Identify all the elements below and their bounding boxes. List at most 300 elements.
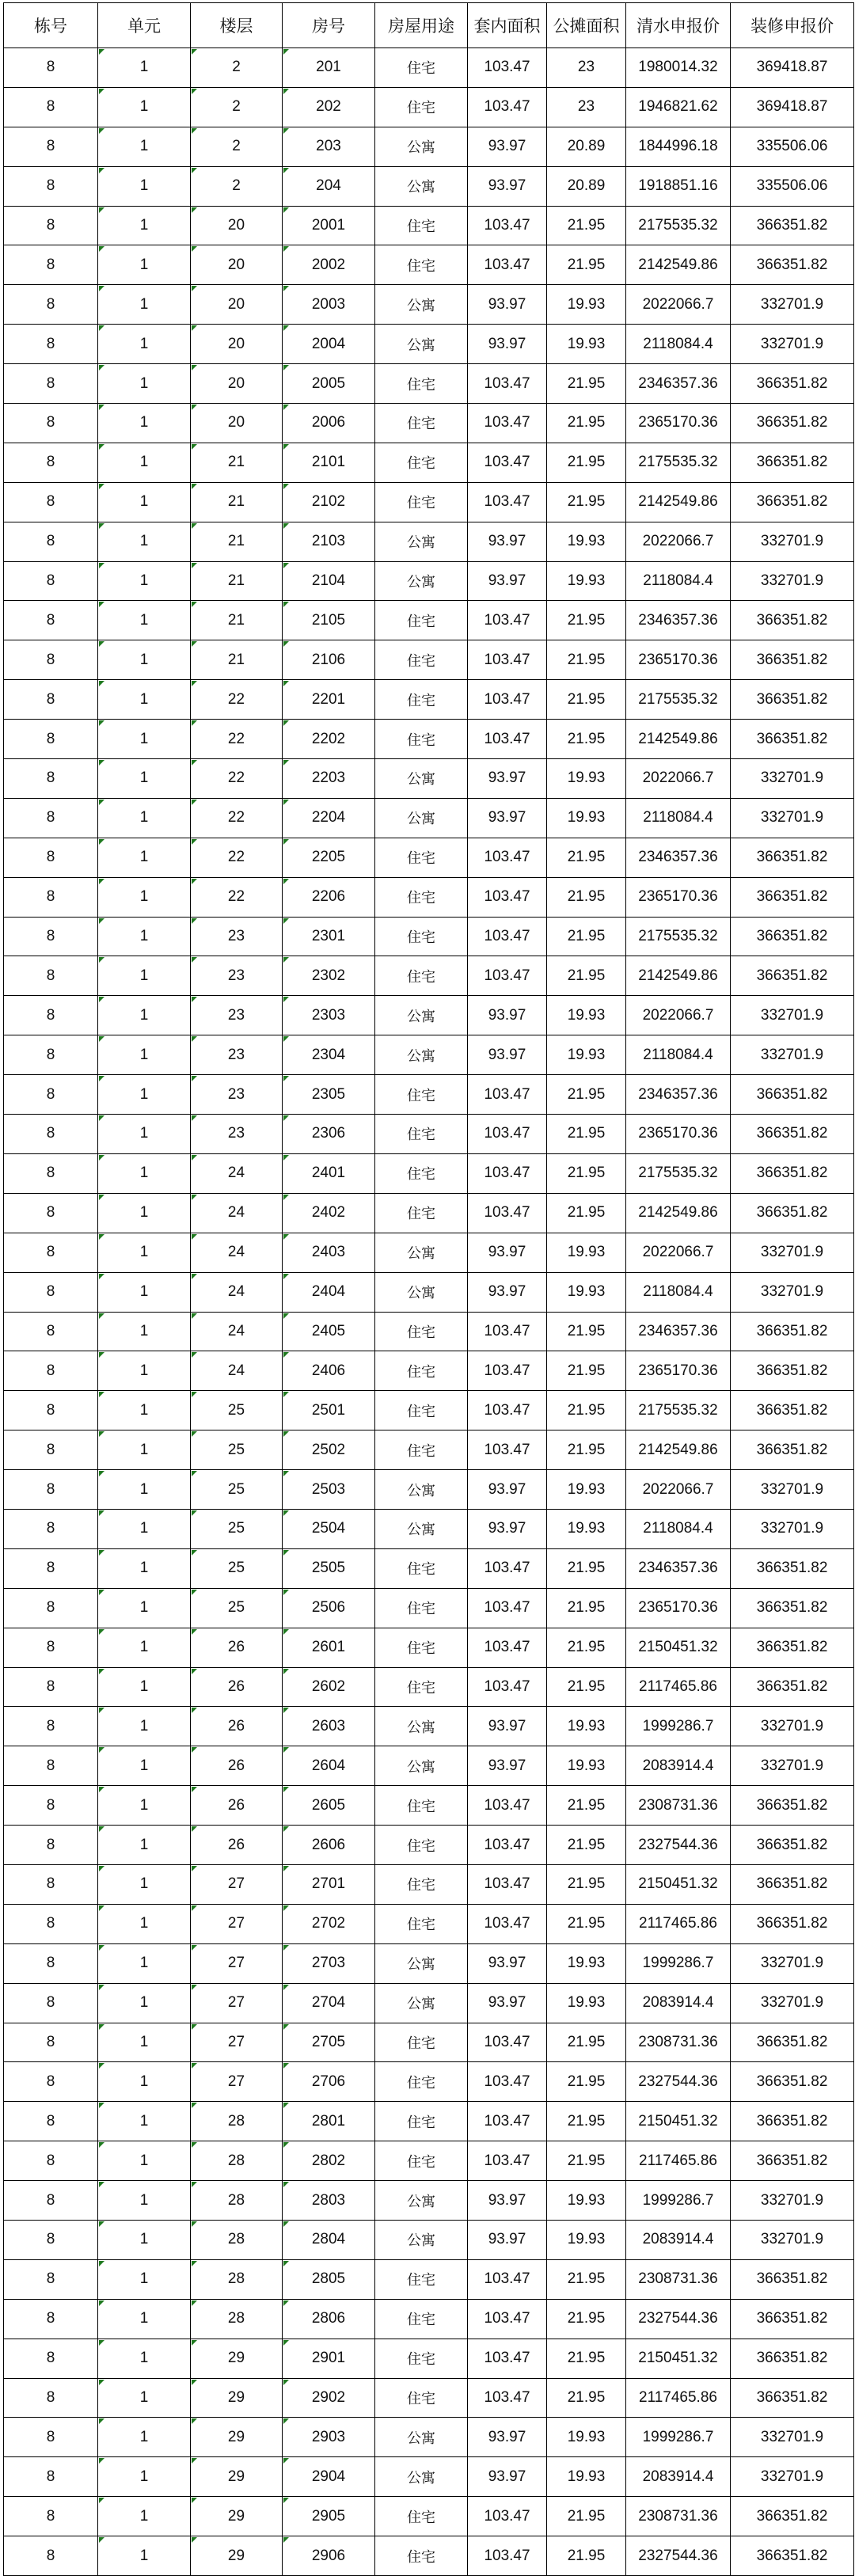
cell-inner-area: 93.97	[468, 2220, 547, 2259]
cell-room-no: 2603	[283, 1707, 375, 1746]
cell-usage: 住宅	[375, 2102, 468, 2141]
cell-shared-area: 19.93	[547, 325, 626, 364]
cell-room-no: 2406	[283, 1351, 375, 1391]
column-header-floor: 楼层	[191, 3, 283, 48]
cell-decoration-price: 335506.06	[731, 127, 854, 166]
cell-room-no: 2904	[283, 2457, 375, 2497]
cell-decoration-price: 366351.82	[731, 443, 854, 482]
cell-unit: 1	[98, 1430, 191, 1470]
cell-building-no: 8	[4, 404, 98, 443]
cell-usage: 公寓	[375, 798, 468, 838]
cell-floor: 22	[191, 759, 283, 799]
cell-unit: 1	[98, 2220, 191, 2259]
cell-shared-area: 21.95	[547, 2023, 626, 2062]
column-header-shell-price: 清水申报价	[626, 3, 731, 48]
table-row	[4, 443, 854, 482]
cell-floor: 27	[191, 1864, 283, 1904]
cell-unit: 1	[98, 2259, 191, 2299]
cell-inner-area: 93.97	[468, 1943, 547, 1983]
cell-floor: 28	[191, 2102, 283, 2141]
cell-room-no: 2802	[283, 2141, 375, 2181]
cell-floor: 26	[191, 1707, 283, 1746]
cell-unit: 1	[98, 680, 191, 720]
cell-shared-area: 21.95	[547, 404, 626, 443]
cell-floor: 27	[191, 1904, 283, 1943]
cell-unit: 1	[98, 2339, 191, 2378]
cell-inner-area: 103.47	[468, 720, 547, 759]
cell-usage: 住宅	[375, 917, 468, 956]
table-row	[4, 1312, 854, 1351]
cell-usage: 住宅	[375, 1153, 468, 1193]
cell-floor: 23	[191, 917, 283, 956]
cell-room-no: 203	[283, 127, 375, 166]
cell-usage: 住宅	[375, 720, 468, 759]
cell-unit: 1	[98, 838, 191, 877]
cell-inner-area: 103.47	[468, 1786, 547, 1826]
cell-inner-area: 93.97	[468, 996, 547, 1035]
cell-shared-area: 21.95	[547, 2062, 626, 2102]
cell-building-no: 8	[4, 2418, 98, 2457]
cell-decoration-price: 335506.06	[731, 166, 854, 206]
cell-decoration-price: 332701.9	[731, 2418, 854, 2457]
cell-shell-price: 2365170.36	[626, 404, 731, 443]
cell-usage: 公寓	[375, 1470, 468, 1510]
cell-decoration-price: 366351.82	[731, 720, 854, 759]
cell-inner-area: 103.47	[468, 2259, 547, 2299]
cell-shell-price: 2308731.36	[626, 1786, 731, 1826]
cell-room-no: 2801	[283, 2102, 375, 2141]
table-row	[4, 2102, 854, 2141]
cell-inner-area: 103.47	[468, 680, 547, 720]
cell-decoration-price: 332701.9	[731, 1983, 854, 2023]
cell-building-no: 8	[4, 759, 98, 799]
cell-room-no: 2806	[283, 2299, 375, 2339]
cell-shell-price: 2118084.4	[626, 325, 731, 364]
cell-floor: 27	[191, 2023, 283, 2062]
cell-shell-price: 2346357.36	[626, 601, 731, 640]
cell-floor: 20	[191, 325, 283, 364]
cell-decoration-price: 366351.82	[731, 1430, 854, 1470]
cell-building-no: 8	[4, 325, 98, 364]
cell-building-no: 8	[4, 1233, 98, 1272]
cell-shell-price: 2083914.4	[626, 1746, 731, 1786]
cell-room-no: 2505	[283, 1548, 375, 1588]
cell-room-no: 2005	[283, 364, 375, 404]
cell-unit: 1	[98, 996, 191, 1035]
cell-usage: 住宅	[375, 206, 468, 245]
cell-unit: 1	[98, 720, 191, 759]
column-header-usage: 房屋用途	[375, 3, 468, 48]
cell-shared-area: 21.95	[547, 2299, 626, 2339]
table-row	[4, 1628, 854, 1667]
cell-inner-area: 103.47	[468, 1075, 547, 1115]
cell-unit: 1	[98, 917, 191, 956]
cell-unit: 1	[98, 1115, 191, 1154]
cell-decoration-price: 366351.82	[731, 1826, 854, 1865]
cell-inner-area: 93.97	[468, 1035, 547, 1075]
cell-unit: 1	[98, 48, 191, 88]
cell-floor: 20	[191, 245, 283, 285]
cell-inner-area: 103.47	[468, 364, 547, 404]
cell-decoration-price: 366351.82	[731, 1075, 854, 1115]
cell-shell-price: 2150451.32	[626, 1864, 731, 1904]
table-row	[4, 1193, 854, 1233]
cell-shell-price: 2022066.7	[626, 996, 731, 1035]
cell-unit: 1	[98, 561, 191, 601]
cell-shared-area: 19.93	[547, 2181, 626, 2221]
table-row	[4, 1509, 854, 1548]
cell-decoration-price: 366351.82	[731, 680, 854, 720]
cell-unit: 1	[98, 2102, 191, 2141]
cell-usage: 公寓	[375, 285, 468, 325]
cell-room-no: 201	[283, 48, 375, 88]
cell-floor: 24	[191, 1351, 283, 1391]
cell-shared-area: 21.95	[547, 917, 626, 956]
cell-building-no: 8	[4, 364, 98, 404]
cell-floor: 21	[191, 522, 283, 561]
table-row	[4, 1667, 854, 1707]
cell-building-no: 8	[4, 482, 98, 522]
cell-floor: 21	[191, 601, 283, 640]
cell-room-no: 2006	[283, 404, 375, 443]
cell-decoration-price: 332701.9	[731, 2457, 854, 2497]
cell-building-no: 8	[4, 1628, 98, 1667]
cell-floor: 28	[191, 2259, 283, 2299]
cell-shared-area: 19.93	[547, 798, 626, 838]
cell-building-no: 8	[4, 2497, 98, 2536]
cell-building-no: 8	[4, 1746, 98, 1786]
cell-usage: 公寓	[375, 1509, 468, 1548]
table-row	[4, 917, 854, 956]
cell-room-no: 2104	[283, 561, 375, 601]
cell-floor: 22	[191, 838, 283, 877]
cell-inner-area: 93.97	[468, 1470, 547, 1510]
cell-shared-area: 21.95	[547, 877, 626, 917]
cell-unit: 1	[98, 522, 191, 561]
cell-building-no: 8	[4, 917, 98, 956]
cell-floor: 29	[191, 2536, 283, 2576]
cell-room-no: 2504	[283, 1509, 375, 1548]
cell-floor: 21	[191, 561, 283, 601]
cell-usage: 住宅	[375, 2339, 468, 2378]
cell-inner-area: 93.97	[468, 166, 547, 206]
table-row	[4, 245, 854, 285]
cell-shell-price: 2118084.4	[626, 1509, 731, 1548]
table-row	[4, 1075, 854, 1115]
cell-shared-area: 21.95	[547, 1628, 626, 1667]
cell-shared-area: 19.93	[547, 285, 626, 325]
cell-decoration-price: 332701.9	[731, 2220, 854, 2259]
cell-usage: 住宅	[375, 2378, 468, 2418]
cell-inner-area: 103.47	[468, 1826, 547, 1865]
cell-shell-price: 2118084.4	[626, 1272, 731, 1312]
cell-usage: 住宅	[375, 87, 468, 127]
cell-building-no: 8	[4, 1075, 98, 1115]
cell-shared-area: 19.93	[547, 561, 626, 601]
cell-usage: 住宅	[375, 1193, 468, 1233]
cell-inner-area: 103.47	[468, 838, 547, 877]
cell-room-no: 2105	[283, 601, 375, 640]
cell-room-no: 2206	[283, 877, 375, 917]
cell-shell-price: 1844996.18	[626, 127, 731, 166]
column-header-room-no: 房号	[283, 3, 375, 48]
column-header-decoration-price: 装修申报价	[731, 3, 854, 48]
cell-floor: 27	[191, 1943, 283, 1983]
cell-usage: 住宅	[375, 1628, 468, 1667]
cell-shared-area: 21.95	[547, 2141, 626, 2181]
cell-inner-area: 103.47	[468, 1548, 547, 1588]
cell-floor: 21	[191, 443, 283, 482]
cell-inner-area: 93.97	[468, 561, 547, 601]
cell-building-no: 8	[4, 166, 98, 206]
table-row	[4, 1035, 854, 1075]
cell-floor: 2	[191, 166, 283, 206]
cell-floor: 28	[191, 2181, 283, 2221]
cell-shared-area: 21.95	[547, 1153, 626, 1193]
cell-floor: 20	[191, 364, 283, 404]
cell-shell-price: 2117465.86	[626, 2141, 731, 2181]
cell-shared-area: 21.95	[547, 640, 626, 680]
cell-unit: 1	[98, 1667, 191, 1707]
cell-unit: 1	[98, 1035, 191, 1075]
cell-inner-area: 103.47	[468, 1904, 547, 1943]
cell-shared-area: 21.95	[547, 1115, 626, 1154]
cell-decoration-price: 366351.82	[731, 2023, 854, 2062]
cell-building-no: 8	[4, 798, 98, 838]
cell-shell-price: 2150451.32	[626, 2102, 731, 2141]
cell-decoration-price: 332701.9	[731, 522, 854, 561]
cell-decoration-price: 366351.82	[731, 2497, 854, 2536]
cell-decoration-price: 366351.82	[731, 640, 854, 680]
cell-room-no: 2402	[283, 1193, 375, 1233]
table-row	[4, 601, 854, 640]
table-row	[4, 1430, 854, 1470]
cell-room-no: 2405	[283, 1312, 375, 1351]
cell-usage: 公寓	[375, 1746, 468, 1786]
cell-floor: 22	[191, 877, 283, 917]
cell-unit: 1	[98, 2457, 191, 2497]
table-row	[4, 2457, 854, 2497]
cell-decoration-price: 366351.82	[731, 1193, 854, 1233]
cell-usage: 公寓	[375, 2418, 468, 2457]
table-row	[4, 720, 854, 759]
table-row	[4, 1826, 854, 1865]
cell-building-no: 8	[4, 1115, 98, 1154]
cell-room-no: 2203	[283, 759, 375, 799]
table-row	[4, 48, 854, 88]
cell-unit: 1	[98, 206, 191, 245]
cell-shared-area: 19.93	[547, 522, 626, 561]
cell-usage: 公寓	[375, 166, 468, 206]
cell-shared-area: 19.93	[547, 1707, 626, 1746]
cell-decoration-price: 366351.82	[731, 1312, 854, 1351]
cell-shell-price: 2346357.36	[626, 1312, 731, 1351]
cell-usage: 住宅	[375, 640, 468, 680]
column-header-building-no: 栋号	[4, 3, 98, 48]
cell-decoration-price: 366351.82	[731, 2536, 854, 2576]
cell-floor: 25	[191, 1470, 283, 1510]
cell-usage: 住宅	[375, 364, 468, 404]
cell-shared-area: 19.93	[547, 1035, 626, 1075]
cell-shared-area: 19.93	[547, 996, 626, 1035]
table-row	[4, 1904, 854, 1943]
cell-decoration-price: 366351.82	[731, 877, 854, 917]
cell-room-no: 2601	[283, 1628, 375, 1667]
cell-room-no: 2703	[283, 1943, 375, 1983]
cell-inner-area: 103.47	[468, 1667, 547, 1707]
cell-shell-price: 1999286.7	[626, 1943, 731, 1983]
cell-inner-area: 93.97	[468, 2457, 547, 2497]
cell-inner-area: 103.47	[468, 2536, 547, 2576]
cell-shell-price: 2083914.4	[626, 2220, 731, 2259]
cell-shared-area: 21.95	[547, 601, 626, 640]
cell-shared-area: 21.95	[547, 1075, 626, 1115]
cell-building-no: 8	[4, 2259, 98, 2299]
cell-shared-area: 21.95	[547, 1826, 626, 1865]
cell-unit: 1	[98, 877, 191, 917]
cell-inner-area: 103.47	[468, 1115, 547, 1154]
cell-decoration-price: 369418.87	[731, 48, 854, 88]
cell-shell-price: 2175535.32	[626, 680, 731, 720]
cell-decoration-price: 332701.9	[731, 1272, 854, 1312]
cell-inner-area: 103.47	[468, 1864, 547, 1904]
cell-inner-area: 103.47	[468, 917, 547, 956]
table-row	[4, 2220, 854, 2259]
table-row	[4, 2497, 854, 2536]
cell-floor: 2	[191, 87, 283, 127]
cell-usage: 公寓	[375, 2457, 468, 2497]
cell-usage: 公寓	[375, 1943, 468, 1983]
cell-inner-area: 103.47	[468, 2378, 547, 2418]
cell-inner-area: 103.47	[468, 2062, 547, 2102]
cell-shell-price: 2142549.86	[626, 1193, 731, 1233]
table-row	[4, 2062, 854, 2102]
cell-building-no: 8	[4, 2378, 98, 2418]
cell-floor: 28	[191, 2141, 283, 2181]
cell-floor: 26	[191, 1667, 283, 1707]
cell-floor: 25	[191, 1509, 283, 1548]
cell-shared-area: 21.95	[547, 1312, 626, 1351]
cell-inner-area: 103.47	[468, 1628, 547, 1667]
cell-usage: 公寓	[375, 325, 468, 364]
cell-floor: 25	[191, 1588, 283, 1628]
cell-usage: 住宅	[375, 2497, 468, 2536]
cell-decoration-price: 332701.9	[731, 1035, 854, 1075]
cell-usage: 公寓	[375, 127, 468, 166]
cell-shared-area: 19.93	[547, 1983, 626, 2023]
cell-shared-area: 19.93	[547, 1943, 626, 1983]
cell-decoration-price: 366351.82	[731, 482, 854, 522]
cell-shell-price: 2365170.36	[626, 640, 731, 680]
cell-shared-area: 19.93	[547, 2220, 626, 2259]
cell-decoration-price: 332701.9	[731, 1233, 854, 1272]
cell-usage: 住宅	[375, 1904, 468, 1943]
cell-inner-area: 103.47	[468, 1588, 547, 1628]
table-row	[4, 1153, 854, 1193]
table-row	[4, 996, 854, 1035]
cell-usage: 住宅	[375, 1786, 468, 1826]
cell-shared-area: 21.95	[547, 1904, 626, 1943]
cell-decoration-price: 366351.82	[731, 1786, 854, 1826]
cell-shell-price: 2142549.86	[626, 482, 731, 522]
cell-inner-area: 103.47	[468, 2299, 547, 2339]
cell-building-no: 8	[4, 2536, 98, 2576]
cell-shared-area: 21.95	[547, 1588, 626, 1628]
cell-usage: 住宅	[375, 877, 468, 917]
cell-decoration-price: 366351.82	[731, 2102, 854, 2141]
table-row	[4, 2536, 854, 2576]
cell-room-no: 2401	[283, 1153, 375, 1193]
cell-building-no: 8	[4, 87, 98, 127]
table-row	[4, 956, 854, 996]
cell-shared-area: 21.95	[547, 956, 626, 996]
cell-shell-price: 2175535.32	[626, 1391, 731, 1430]
table-row	[4, 2299, 854, 2339]
cell-shared-area: 21.95	[547, 1193, 626, 1233]
cell-building-no: 8	[4, 2141, 98, 2181]
cell-decoration-price: 332701.9	[731, 1470, 854, 1510]
cell-inner-area: 103.47	[468, 2023, 547, 2062]
table-row	[4, 1391, 854, 1430]
cell-shared-area: 21.95	[547, 482, 626, 522]
table-row	[4, 680, 854, 720]
cell-inner-area: 103.47	[468, 601, 547, 640]
cell-unit: 1	[98, 285, 191, 325]
cell-inner-area: 103.47	[468, 1391, 547, 1430]
cell-floor: 23	[191, 1035, 283, 1075]
cell-room-no: 2003	[283, 285, 375, 325]
cell-building-no: 8	[4, 1786, 98, 1826]
cell-room-no: 2602	[283, 1667, 375, 1707]
cell-usage: 住宅	[375, 956, 468, 996]
cell-unit: 1	[98, 1233, 191, 1272]
cell-floor: 26	[191, 1628, 283, 1667]
cell-usage: 住宅	[375, 680, 468, 720]
table-header	[4, 3, 854, 48]
table-row	[4, 798, 854, 838]
cell-room-no: 2702	[283, 1904, 375, 1943]
cell-inner-area: 103.47	[468, 404, 547, 443]
cell-shell-price: 2365170.36	[626, 1588, 731, 1628]
cell-shared-area: 21.95	[547, 443, 626, 482]
cell-decoration-price: 332701.9	[731, 1509, 854, 1548]
cell-inner-area: 93.97	[468, 2181, 547, 2221]
cell-usage: 住宅	[375, 482, 468, 522]
cell-shared-area: 21.95	[547, 364, 626, 404]
cell-floor: 23	[191, 996, 283, 1035]
cell-usage: 住宅	[375, 48, 468, 88]
cell-room-no: 2205	[283, 838, 375, 877]
cell-building-no: 8	[4, 2062, 98, 2102]
cell-room-no: 2102	[283, 482, 375, 522]
cell-unit: 1	[98, 956, 191, 996]
cell-inner-area: 93.97	[468, 127, 547, 166]
cell-inner-area: 93.97	[468, 1509, 547, 1548]
cell-shell-price: 2022066.7	[626, 1233, 731, 1272]
cell-decoration-price: 332701.9	[731, 2181, 854, 2221]
cell-inner-area: 93.97	[468, 285, 547, 325]
cell-room-no: 2403	[283, 1233, 375, 1272]
cell-inner-area: 93.97	[468, 798, 547, 838]
cell-unit: 1	[98, 1588, 191, 1628]
cell-shared-area: 21.95	[547, 720, 626, 759]
cell-decoration-price: 332701.9	[731, 325, 854, 364]
cell-unit: 1	[98, 2141, 191, 2181]
cell-shell-price: 2117465.86	[626, 2378, 731, 2418]
cell-floor: 28	[191, 2220, 283, 2259]
cell-building-no: 8	[4, 206, 98, 245]
cell-shell-price: 2346357.36	[626, 1075, 731, 1115]
